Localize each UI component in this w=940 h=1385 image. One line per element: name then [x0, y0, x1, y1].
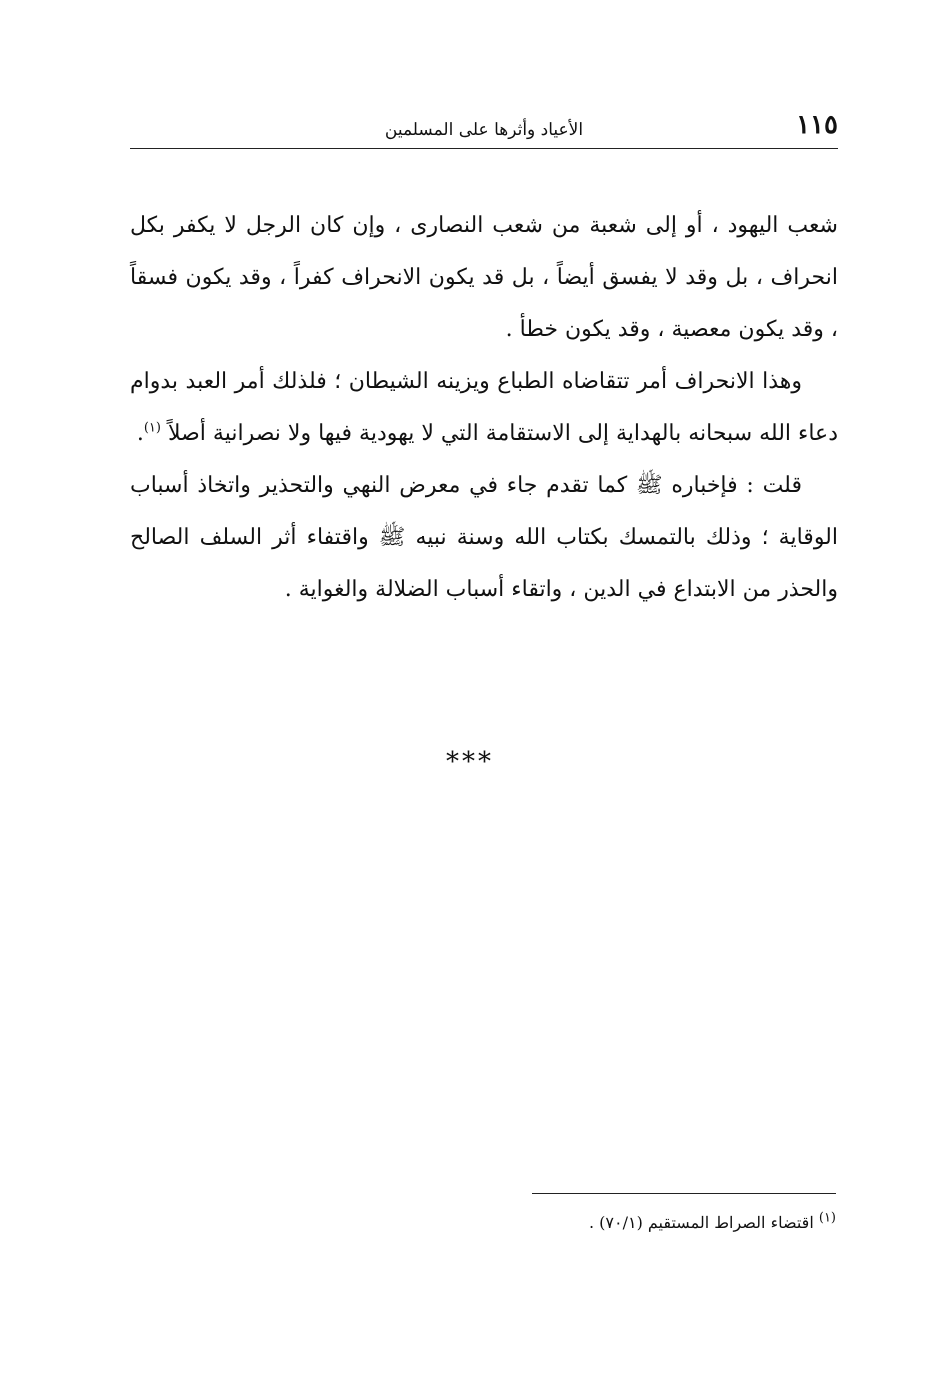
footnote-marker: (١)	[818, 1210, 836, 1226]
paragraph-3: قلت : فإخباره ﷺ كما تقدم جاء في معرض النهي والتحذير واتخاذ أسباب الوقاية ؛ وذلك بالتمسك بكتاب الله وسنة نبيه ﷺ واقتفاء أثر السلف الصالح والحذر من الابتداع في الدين ، واتقاء أسباب الضلالة والغواية .	[130, 473, 838, 602]
paragraph-2-end: .	[136, 421, 144, 446]
footnote	[380, 1208, 836, 1238]
paragraph-1: شعب اليهود ، أو إلى شعبة من شعب النصارى ، وإن كان الرجل لا يكفر بكل انحراف ، بل وقد لا يفسق أيضاً ، بل قد يكون الانحراف كفراً ، وقد يكون فسقاً ، وقد يكون معصية ، وقد يكون خطأ .	[130, 213, 838, 342]
footnote-reference: (١)	[143, 420, 161, 436]
footnote-text: اقتضاء الصراط المستقيم (٧٠/١) .	[588, 1213, 814, 1232]
page-header	[130, 108, 838, 149]
footnote-divider	[532, 1193, 836, 1194]
paragraph-2-text: وهذا الانحراف أمر تتقاضاه الطباع ويزينه الشيطان ؛ فلذلك أمر العبد بدوام دعاء الله سبحانه بالهداية إلى الاستقامة التي لا يهودية فيها ولا نصرانية أصلاً	[130, 369, 838, 446]
running-title: الأعياد وأثرها على المسلمين	[384, 120, 584, 140]
section-separator: ***	[446, 747, 494, 777]
paragraph-2	[130, 356, 838, 460]
page-number: ١١٥	[796, 110, 838, 140]
body-text	[130, 200, 838, 616]
